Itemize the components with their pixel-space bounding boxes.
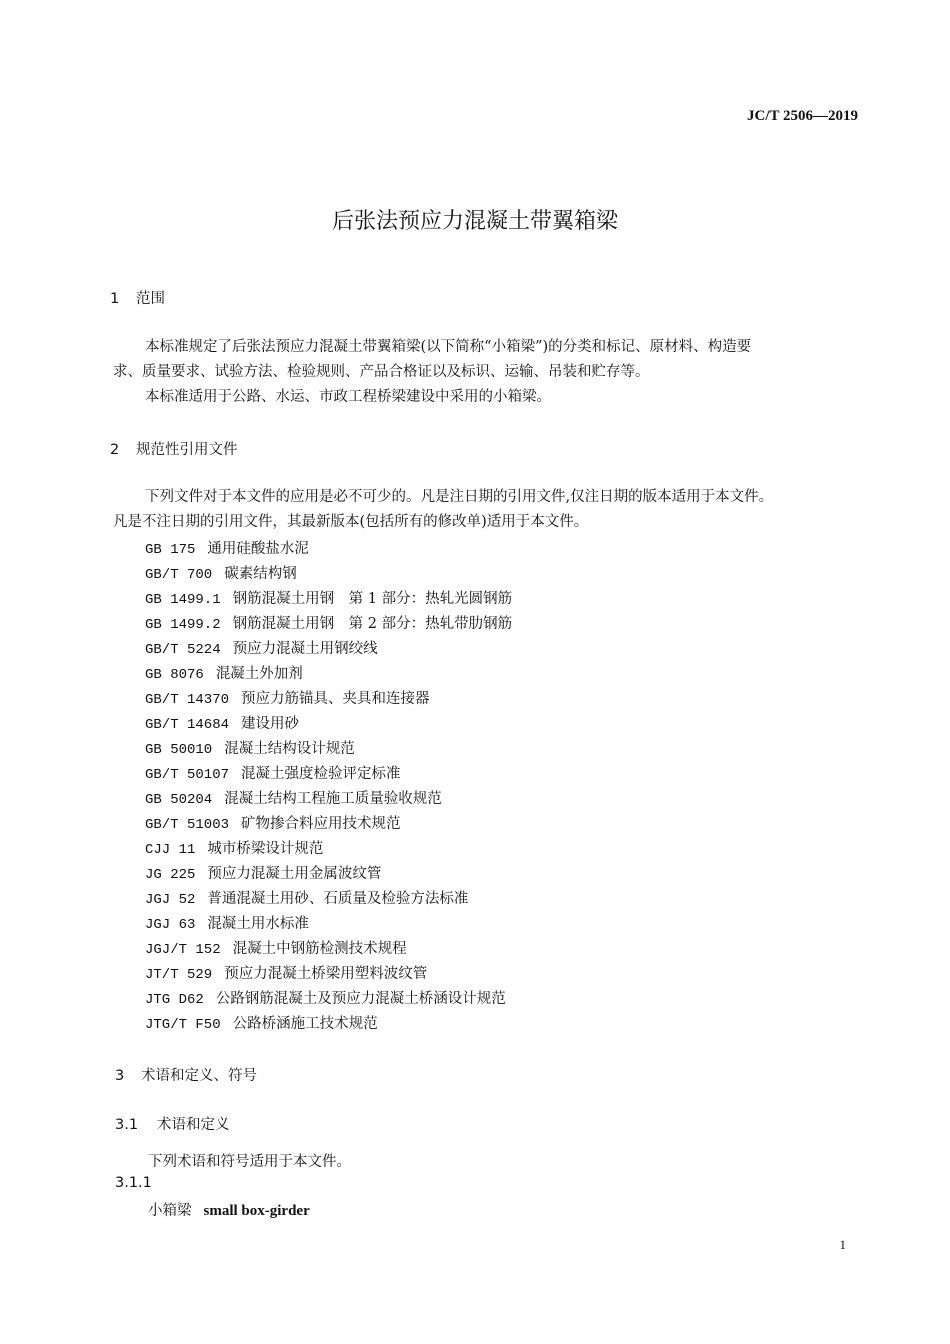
page-number: 1: [839, 1237, 846, 1252]
references-intro-line-2: 凡是不注日期的引用文件，其最新版本(包括所有的修改单)适用于本文件。: [113, 514, 589, 530]
reference-code: GB/T 700: [145, 567, 213, 583]
reference-item: [145, 587, 512, 608]
section-title: 范围: [136, 291, 165, 307]
reference-code: JTG/T F50: [145, 1017, 221, 1033]
reference-item: [145, 787, 442, 808]
reference-title: 预应力筋锚具、夹具和连接器: [241, 691, 430, 707]
terms-intro: 下列术语和符号适用于本文件。: [148, 1154, 351, 1170]
reference-code: GB/T 5224: [145, 642, 221, 658]
reference-item: [145, 887, 468, 908]
subsection-3-1-heading: [115, 1113, 230, 1134]
reference-title: 预应力混凝土用钢绞线: [232, 641, 378, 657]
reference-code: JT/T 529: [145, 967, 213, 983]
reference-code: GB/T 14684: [145, 717, 230, 733]
reference-code: JGJ 52: [145, 892, 196, 908]
scope-paragraph-line-1: 本标准规定了后张法预应力混凝土带翼箱梁(以下简称“小箱梁”)的分类和标记、原材料、构造要: [145, 339, 752, 355]
reference-title: 公路桥涵施工技术规范: [232, 1016, 378, 1032]
reference-item: [145, 537, 309, 558]
reference-code: GB/T 51003: [145, 817, 230, 833]
reference-title: 预应力混凝土桥梁用塑料波纹管: [224, 966, 428, 982]
reference-code: GB 175: [145, 542, 196, 558]
document-title: 后张法预应力混凝土带翼箱梁: [331, 209, 618, 234]
reference-title: 混凝土外加剂: [215, 666, 303, 682]
reference-code: GB/T 50107: [145, 767, 230, 783]
reference-code: GB 50204: [145, 792, 213, 808]
clause-3-1-1-number: 3.1.1: [115, 1175, 152, 1191]
reference-title: 混凝土结构工程施工质量验收规范: [224, 791, 442, 807]
reference-item: [145, 912, 309, 933]
reference-item: [145, 637, 378, 658]
reference-item: [145, 712, 299, 733]
term-english: small box-girder: [203, 1203, 310, 1219]
reference-code: CJJ 11: [145, 842, 196, 858]
reference-code: GB/T 14370: [145, 692, 230, 708]
reference-item: [145, 987, 506, 1008]
reference-title: 通用硅酸盐水泥: [207, 541, 309, 557]
subsection-number: 3.1: [115, 1117, 139, 1133]
section-title: 规范性引用文件: [136, 442, 238, 458]
reference-code: JGJ/T 152: [145, 942, 221, 958]
reference-item: [145, 687, 430, 708]
reference-code: JTG D62: [145, 992, 204, 1008]
reference-item: [145, 862, 381, 883]
reference-title: 公路钢筋混凝土及预应力混凝土桥涵设计规范: [215, 991, 506, 1007]
scope-paragraph-2: 本标准适用于公路、水运、市政工程桥梁建设中采用的小箱梁。: [145, 389, 551, 405]
reference-title: 混凝土用水标准: [207, 916, 309, 932]
reference-title: 混凝土中钢筋检测技术规程: [232, 941, 407, 957]
section-3-heading: [115, 1064, 257, 1085]
reference-item: [145, 762, 401, 783]
reference-code: GB 50010: [145, 742, 213, 758]
reference-title: 普通混凝土用砂、石质量及检验方法标准: [207, 891, 469, 907]
reference-title: 预应力混凝土用金属波纹管: [207, 866, 382, 882]
reference-title: 城市桥梁设计规范: [207, 841, 324, 857]
standard-code: JC/T 2506—2019: [747, 108, 858, 124]
subsection-title: 术语和定义: [157, 1117, 230, 1133]
section-1-heading: [110, 287, 165, 308]
reference-title: 碳素结构钢: [224, 566, 297, 582]
section-number: 2: [110, 442, 120, 458]
reference-item: [145, 812, 401, 833]
reference-item: [145, 937, 407, 958]
reference-code: GB 1499.1: [145, 592, 221, 608]
term-entry: [148, 1199, 310, 1220]
reference-item: [145, 562, 297, 583]
term-chinese: 小箱梁: [148, 1203, 192, 1219]
references-intro-line-1: 下列文件对于本文件的应用是必不可少的。凡是注日期的引用文件,仅注日期的版本适用于本文件。: [145, 489, 774, 505]
reference-code: GB 8076: [145, 667, 204, 683]
reference-item: [145, 837, 323, 858]
reference-title: 建设用砂: [241, 716, 300, 732]
reference-title: 钢筋混凝土用钢 第 1 部分：热轧光圆钢筋: [232, 591, 513, 607]
reference-title: 钢筋混凝土用钢 第 2 部分：热轧带肋钢筋: [232, 616, 513, 632]
scope-paragraph-line-2: 求、质量要求、试验方法、检验规则、产品合格证以及标识、运输、吊装和贮存等。: [113, 364, 650, 380]
reference-item: [145, 662, 303, 683]
reference-code: JGJ 63: [145, 917, 196, 933]
reference-item: [145, 962, 427, 983]
reference-title: 混凝土结构设计规范: [224, 741, 355, 757]
section-number: 3: [115, 1068, 125, 1084]
reference-title: 混凝土强度检验评定标准: [241, 766, 401, 782]
section-2-heading: [110, 438, 238, 459]
reference-item: [145, 612, 512, 633]
reference-item: [145, 737, 355, 758]
reference-title: 矿物掺合料应用技术规范: [241, 816, 401, 832]
reference-code: JG 225: [145, 867, 196, 883]
reference-code: GB 1499.2: [145, 617, 221, 633]
section-title: 术语和定义、符号: [141, 1068, 257, 1084]
section-number: 1: [110, 291, 120, 307]
reference-item: [145, 1012, 378, 1033]
